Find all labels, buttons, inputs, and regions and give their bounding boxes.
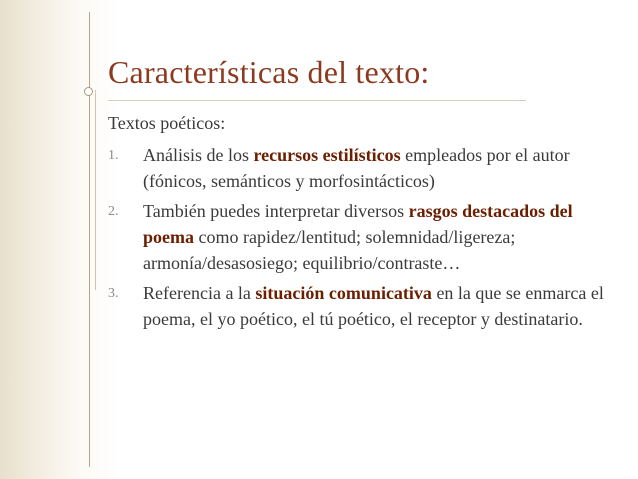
decorative-vertical-rule xyxy=(89,12,90,467)
slide-title: Características del texto: xyxy=(108,54,430,90)
item-text-highlight: recursos estilísticos xyxy=(253,145,401,165)
list-item-text xyxy=(143,145,570,191)
item-text-plain: empleados por el autor (fónicos, semánticos y morfosintácticos) xyxy=(143,145,570,191)
list-item-text xyxy=(143,283,604,329)
list-item-text xyxy=(143,201,573,273)
list-item-number: 1. xyxy=(108,148,119,163)
list-item xyxy=(108,142,608,194)
decorative-vertical-rule-inner xyxy=(95,90,96,290)
slide-content xyxy=(108,110,608,336)
item-text-highlight: rasgos destacados del poema xyxy=(143,201,573,247)
item-text-plain: También puedes interpretar diversos xyxy=(143,201,409,221)
list-item-number: 2. xyxy=(108,204,119,219)
item-text-highlight: situación comunicativa xyxy=(255,283,432,303)
item-text-plain: Referencia a la xyxy=(143,283,256,303)
list-item-number: 3. xyxy=(108,286,119,301)
list-item xyxy=(108,198,608,276)
slide-subtitle: Textos poéticos: xyxy=(108,113,226,133)
decorative-circle-bullet xyxy=(84,87,93,96)
item-text-plain: Análisis de los xyxy=(143,145,254,165)
item-text-plain: en la que se enmarca el poema, el yo poético, el tú poético, el receptor y destinatario. xyxy=(143,283,604,329)
title-underline xyxy=(108,100,526,101)
list-item xyxy=(108,280,608,332)
item-text-plain: como rapidez/lentitud; solemnidad/ligereza; armonía/desasosiego; equilibrio/contraste… xyxy=(143,227,516,273)
numbered-list xyxy=(108,142,608,332)
